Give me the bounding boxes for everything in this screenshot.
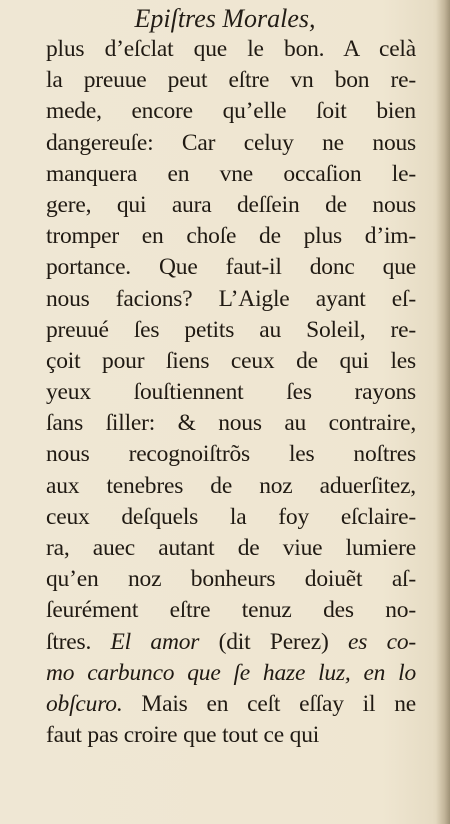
text-line	[46, 471, 416, 502]
text-line	[46, 502, 416, 533]
text-segment: ſtres.	[46, 628, 111, 655]
text-line	[46, 346, 416, 377]
text-segment: portance. Que faut-il donc que	[46, 254, 416, 281]
text-line	[46, 252, 416, 283]
italic-segment: El amor	[110, 628, 200, 655]
text-segment: manquera en vne occaſion le-	[46, 160, 416, 187]
text-line	[46, 315, 416, 346]
text-line	[46, 221, 416, 252]
text-segment: nous recognoiſtrõs les noſtres	[46, 441, 416, 468]
text-segment: ra, auec autant de viue lumiere	[46, 535, 416, 561]
running-head: Epiſtres Morales,	[134, 4, 316, 33]
text-line	[46, 689, 416, 720]
text-line	[46, 377, 416, 408]
text-line	[46, 34, 416, 65]
text-line	[46, 408, 416, 439]
text-line	[46, 595, 416, 626]
italic-segment: obſcuro.	[46, 690, 123, 717]
text-line	[46, 439, 416, 470]
page-gutter-shadow	[436, 0, 450, 824]
body-text	[46, 34, 416, 751]
text-segment: mede, encore qu’elle ſoit bien	[46, 98, 416, 125]
text-segment: qu’en noz bonheurs doiuẽt aſ-	[46, 566, 416, 593]
text-line	[46, 627, 416, 658]
text-line	[46, 658, 416, 689]
text-segment: Mais en ceſt eſſay il ne	[122, 690, 416, 717]
text-line	[46, 159, 416, 190]
text-line	[46, 96, 416, 127]
text-segment: aux tenebres de noz aduerſitez,	[46, 472, 416, 499]
italic-segment: es co-	[348, 628, 416, 655]
text-segment: gere, qui aura deſſein de nous	[46, 191, 416, 218]
text-line	[46, 533, 416, 564]
text-segment: çoit pour ſiens ceux de qui les	[46, 347, 416, 374]
text-line	[46, 720, 416, 751]
text-line	[46, 564, 416, 595]
text-segment: la preuue peut eſtre vn bon re-	[46, 67, 416, 94]
text-segment: ceux deſquels la foy eſclaire-	[46, 503, 416, 530]
text-segment: ſeurément eſtre tenuz des no-	[46, 597, 416, 624]
text-line	[46, 65, 416, 96]
text-segment: ſans ſiller: & nous au contraire,	[46, 410, 416, 437]
text-segment: faut pas croire que tout ce qui	[46, 722, 320, 749]
italic-segment: mo carbunco que ſe haze luz, en lo	[46, 659, 416, 686]
text-line	[46, 284, 416, 315]
text-segment: plus d’eſclat que le bon. A celà	[46, 36, 416, 62]
text-segment: (dit Perez)	[199, 628, 349, 655]
text-line	[46, 190, 416, 221]
text-segment: dangereuſe: Car celuy ne nous	[46, 129, 416, 156]
text-segment: nous facions? L’Aigle ayant eſ-	[46, 285, 416, 312]
text-segment: tromper en choſe de plus d’im-	[46, 223, 416, 250]
text-segment: yeux ſouſtiennent ſes rayons	[46, 379, 416, 406]
text-line	[46, 128, 416, 159]
text-segment: preuué ſes petits au Soleil, re-	[46, 316, 416, 343]
